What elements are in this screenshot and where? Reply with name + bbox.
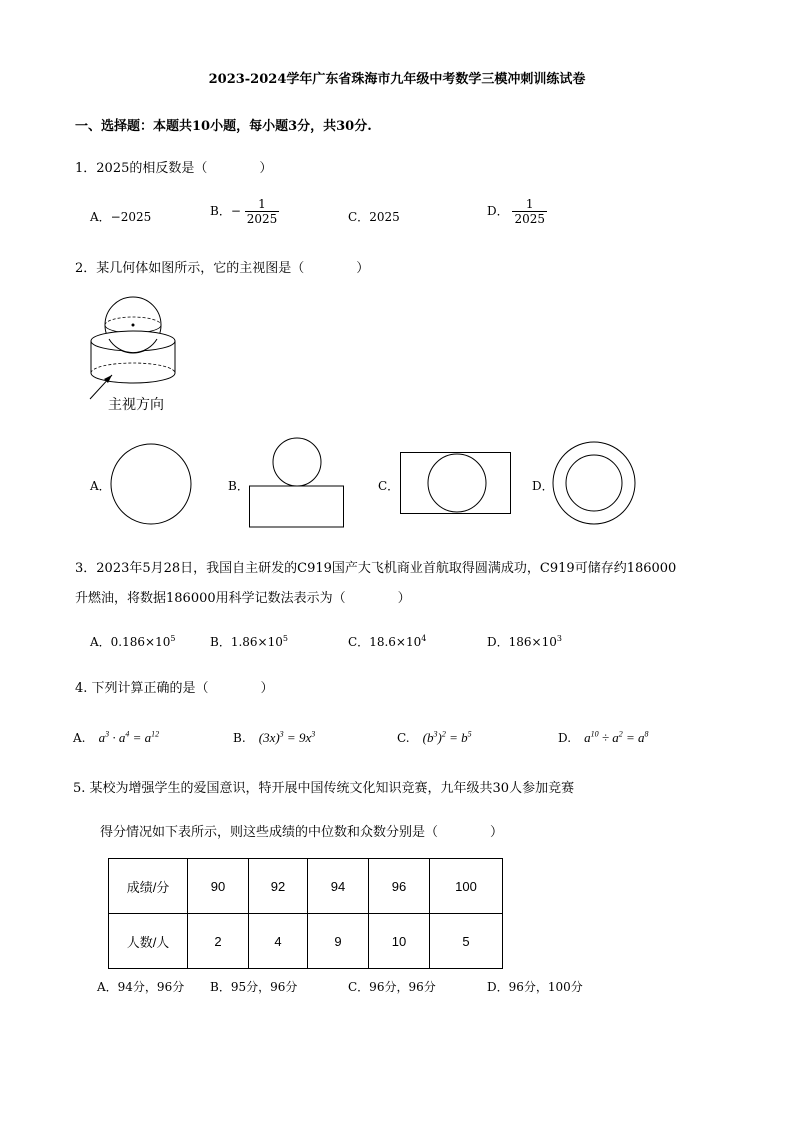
q5-stem-line2: 得分情况如下表所示，则这些成绩的中位数和众数分别是（ ） <box>100 825 504 840</box>
q2-option-c-figure[interactable] <box>400 452 512 514</box>
q1-c-label: C． <box>348 210 370 224</box>
q3-d-label: D． <box>487 635 509 649</box>
q3-b-exp: 5 <box>282 634 288 643</box>
q5-option-c[interactable]: C．96分，96分 <box>348 980 436 994</box>
q4-option-a[interactable] <box>73 727 159 746</box>
q2-b-label: B． <box>228 479 249 493</box>
table-cell: 2 <box>188 914 249 969</box>
q1-c-value: 2025 <box>369 210 400 224</box>
q1-b-sign: − <box>230 204 241 218</box>
q3-a-coef: 0.186×10 <box>110 635 171 649</box>
table-cell: 92 <box>249 859 308 914</box>
q1-a-label: A． <box>90 210 111 224</box>
q1-d-num: 1 <box>525 197 534 211</box>
q3-d-coef: 186×10 <box>508 635 557 649</box>
q4-a-expression: $a^3 \cdot a^4 = a^{12}$ <box>98 729 160 745</box>
q1-option-c[interactable] <box>348 208 400 225</box>
q1-option-d[interactable] <box>487 197 547 226</box>
cylinder-bottom-front <box>91 373 175 383</box>
q3-option-d[interactable] <box>487 633 562 650</box>
q1-option-a[interactable] <box>90 208 151 225</box>
q1-b-label: B． <box>210 204 231 218</box>
q2-option-a-figure[interactable] <box>110 443 192 525</box>
table-header-score: 成绩/分 <box>109 859 188 914</box>
q3-option-a[interactable] <box>90 633 175 650</box>
q4-option-c[interactable] <box>397 727 472 746</box>
q4-option-b[interactable] <box>233 727 315 746</box>
q1-b-num: 1 <box>258 197 266 211</box>
q3-a-exp: 5 <box>170 634 176 643</box>
q5-stem-line1: 5. 某校为增强学生的爱国意识，特开展中国传统文化知识竞赛，九年级共30人参加竞赛 <box>73 781 575 796</box>
q2-a-label: A． <box>90 479 111 493</box>
q2-b-circle <box>273 438 321 486</box>
table-cell: 10 <box>369 914 430 969</box>
q3-c-exp: 4 <box>421 634 427 643</box>
q2-c-label: C． <box>378 479 400 493</box>
q4-b-label: B. <box>233 731 246 745</box>
q2-view-label: 主视方向 <box>108 397 164 413</box>
q4-stem: 4. 下列计算正确的是（ ） <box>75 681 274 696</box>
q3-c-label: C． <box>348 635 370 649</box>
section-heading: 一、选择题：本题共10小题，每小题3分，共30分. <box>75 119 372 134</box>
q2-c-circle <box>428 454 486 512</box>
q4-c-label: C. <box>397 731 410 745</box>
q1-b-den: 2025 <box>246 212 278 226</box>
q2-d-inner-circle <box>566 455 622 511</box>
table-row <box>109 859 503 914</box>
q2-a-circle <box>111 444 191 524</box>
q1-d-label: D． <box>487 204 509 218</box>
q4-b-expression: $(3x)^3 = 9x^3$ <box>258 729 316 745</box>
table-cell: 96 <box>369 859 430 914</box>
q1-b-fraction <box>245 197 280 226</box>
q2-d-outer-circle <box>553 442 635 524</box>
q2-stem: 2．某几何体如图所示，它的主视图是（ ） <box>75 261 370 276</box>
q4-d-label: D. <box>558 731 572 745</box>
q3-option-c[interactable] <box>348 633 426 650</box>
q2-option-b-figure[interactable] <box>249 438 345 528</box>
page-title: 2023-2024学年广东省珠海市九年级中考数学三模冲刺训练试卷 <box>208 72 586 87</box>
q3-option-b[interactable] <box>210 633 288 650</box>
q5-option-a[interactable]: A．94分，96分 <box>97 980 185 994</box>
q3-d-exp: 3 <box>556 634 562 643</box>
q5-option-b[interactable]: B．95分，96分 <box>210 980 298 994</box>
q3-b-coef: 1.86×10 <box>230 635 283 649</box>
sphere-center-dot <box>132 324 135 327</box>
q4-a-label: A. <box>73 731 86 745</box>
table-cell: 4 <box>249 914 308 969</box>
q5-option-d[interactable]: D．96分，100分 <box>487 980 583 994</box>
q2-b-rect <box>250 486 344 527</box>
q3-b-label: B． <box>210 635 231 649</box>
q4-d-expression: $a^{10} \div a^2 = a^8$ <box>584 729 649 745</box>
q3-stem-line2: 升燃油，将数据186000用科学记数法表示为（ ） <box>75 591 411 606</box>
table-cell: 5 <box>430 914 503 969</box>
table-cell: 90 <box>188 859 249 914</box>
q3-c-coef: 18.6×10 <box>369 635 422 649</box>
table-row <box>109 914 503 969</box>
q5-score-table <box>108 858 503 969</box>
q2-option-d-figure[interactable] <box>552 441 636 525</box>
q3-a-label: A． <box>90 635 111 649</box>
table-cell: 94 <box>308 859 369 914</box>
q1-a-value: −2025 <box>110 210 152 224</box>
table-cell: 9 <box>308 914 369 969</box>
q2-c-rect <box>401 453 511 514</box>
table-header-count: 人数/人 <box>109 914 188 969</box>
table-cell: 100 <box>430 859 503 914</box>
q4-option-d[interactable] <box>558 727 649 746</box>
q1-d-den: 2025 <box>514 212 545 226</box>
q2-d-label: D． <box>532 479 554 493</box>
q4-c-expression: $(b^3)^2 = b^5$ <box>422 729 472 745</box>
q3-stem-line1: 3．2023年5月28日，我国自主研发的C919国产大飞机商业首航取得圆满成功，C919可储存约186000 <box>75 561 677 576</box>
cylinder-bottom-back <box>91 363 175 373</box>
q1-d-fraction <box>512 197 547 226</box>
q1-stem: 1．2025的相反数是（ ） <box>75 161 273 176</box>
q1-option-b[interactable] <box>210 197 279 226</box>
